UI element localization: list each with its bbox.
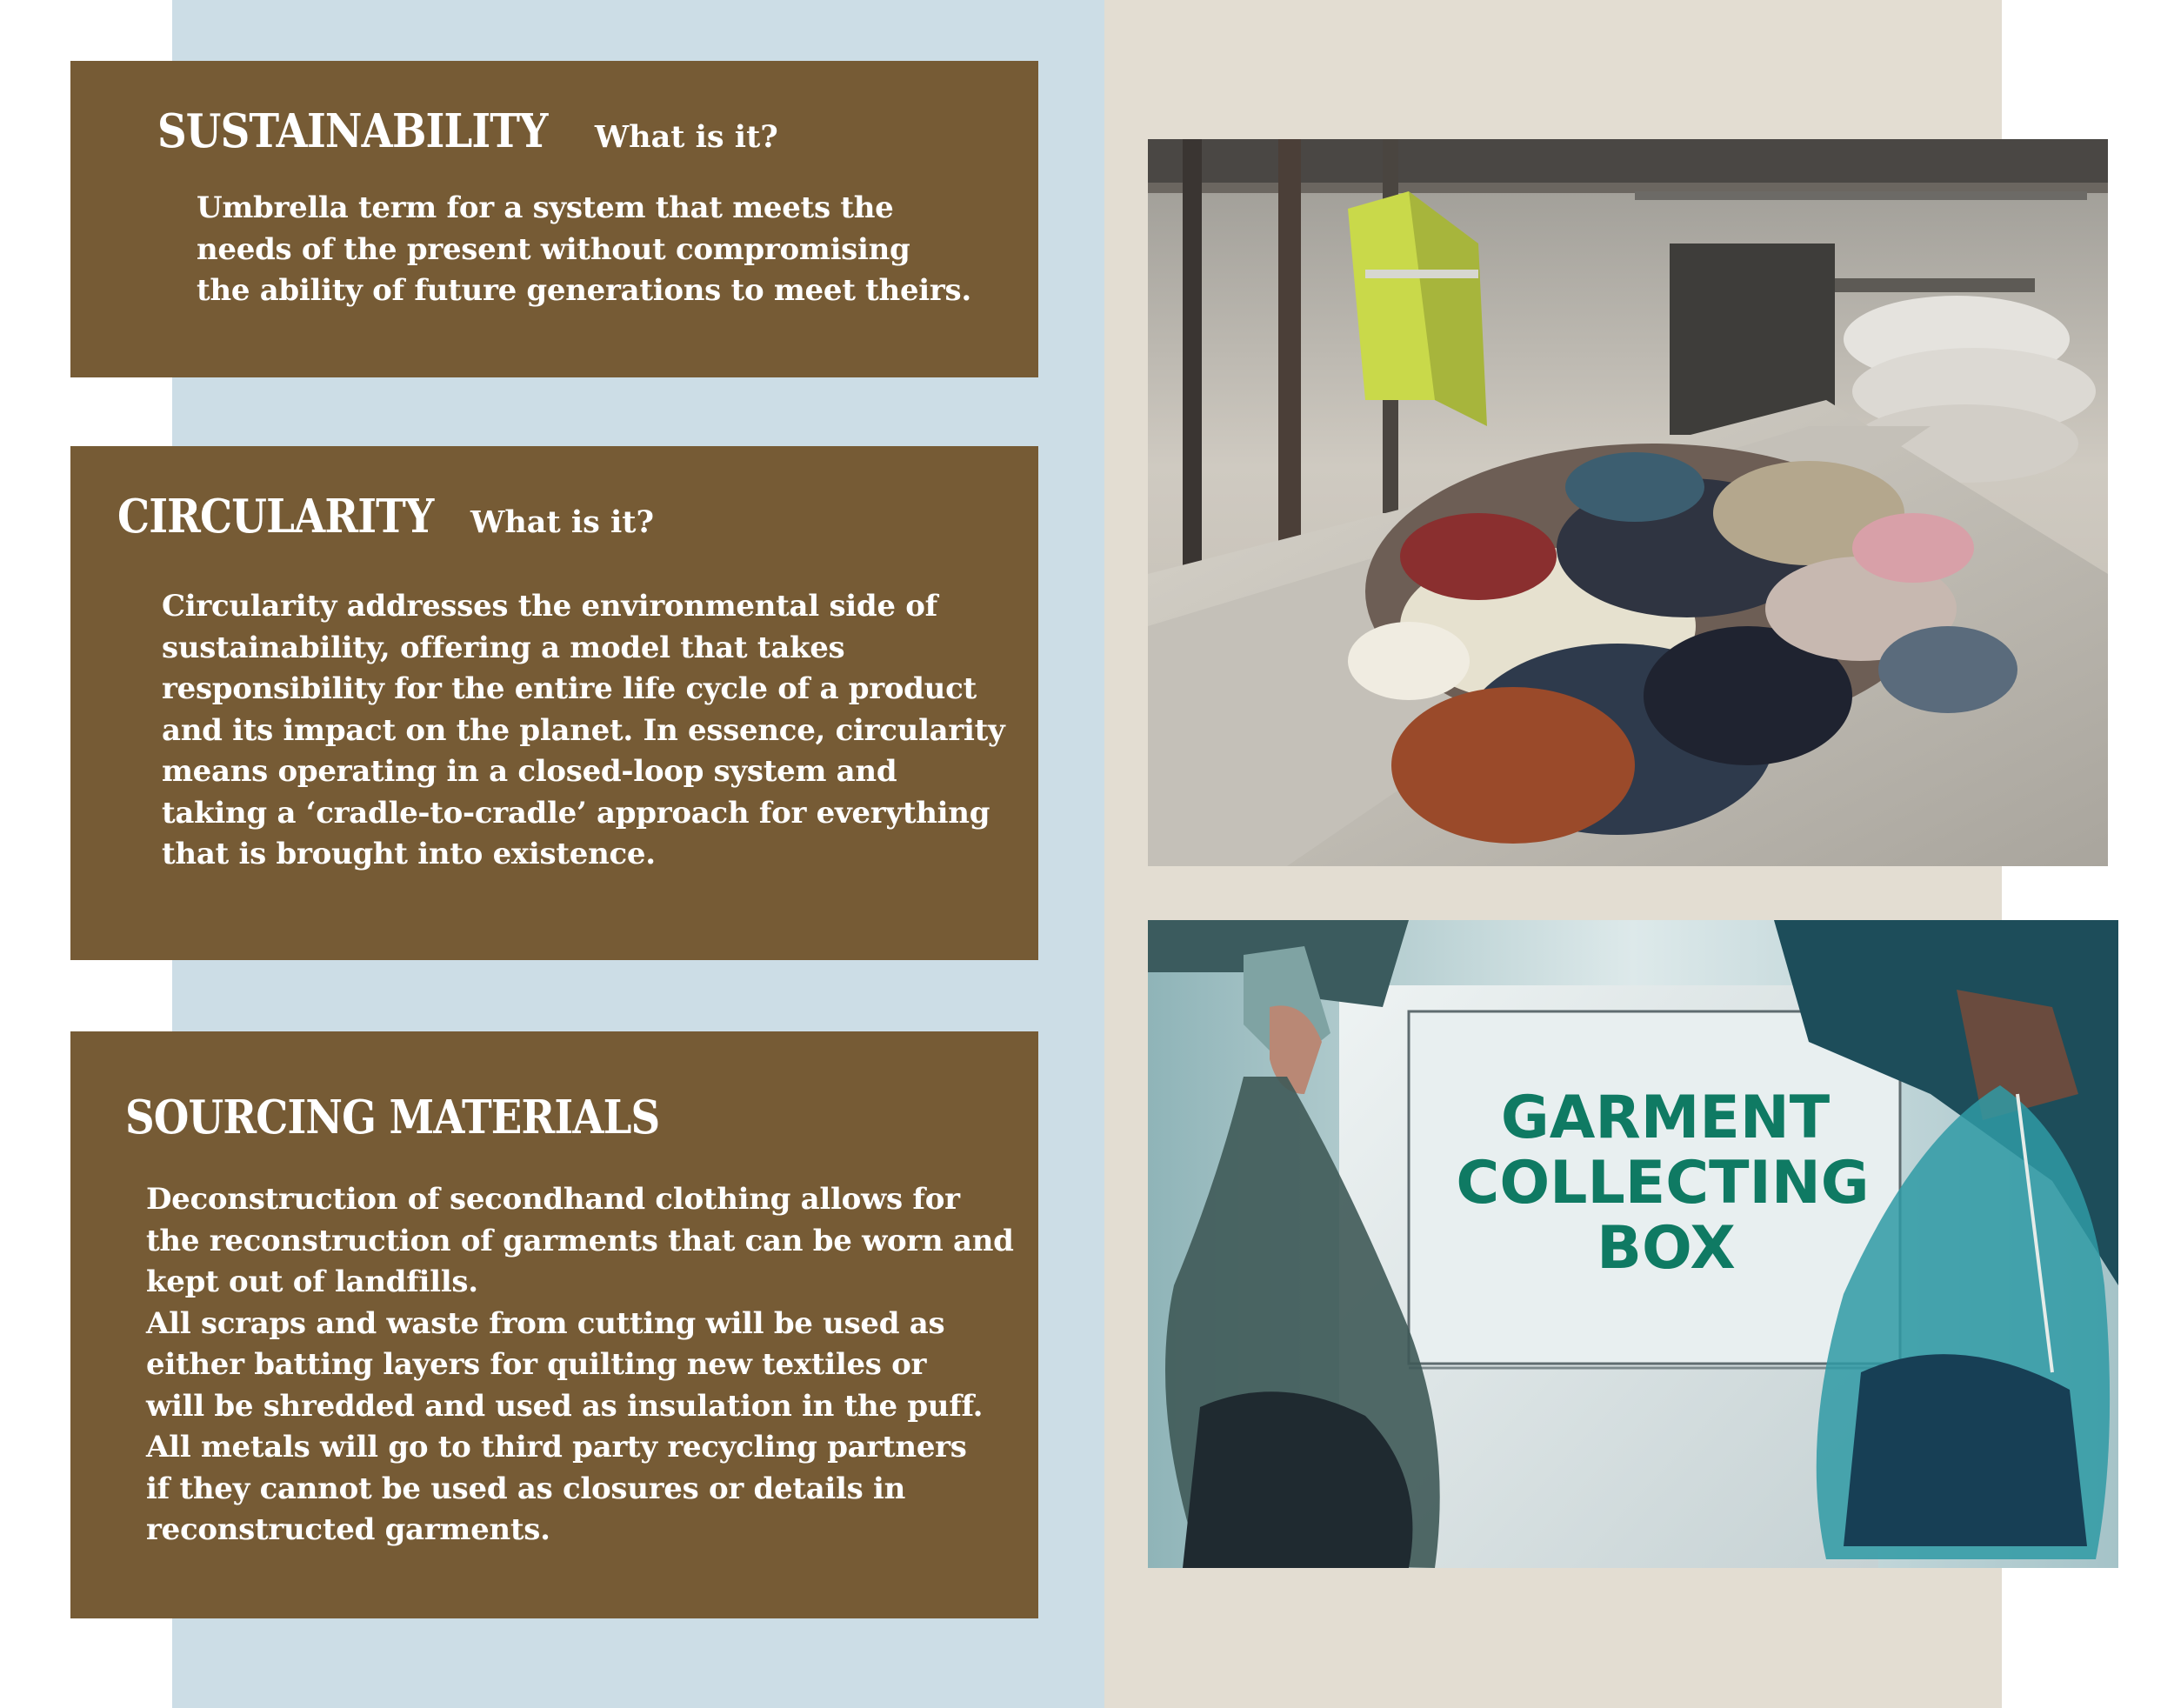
sustainability-body: Umbrella term for a system that meets the needs of the present without compromising the ability of future generations to meet theirs. <box>197 190 971 308</box>
sign-line-2: COLLECTING <box>1456 1149 1870 1218</box>
garment-collecting-box-photo <box>1148 920 2118 1568</box>
sourcing-materials-panel <box>70 1031 1038 1618</box>
sourcing-materials-heading <box>125 1091 732 1144</box>
circularity-panel <box>70 446 1038 960</box>
circularity-title: CIRCULARITY <box>117 490 434 544</box>
sustainability-subtitle: What is it? <box>594 119 778 155</box>
sourcing-materials-title: SOURCING MATERIALS <box>125 1091 660 1144</box>
circularity-body: Circularity addresses the environmental side of sustainability, offering a model that takes responsibility for the entire life cycle of a product and its impact on the planet. In essence, circularity means operating in a closed-loop system and taking a ‘cradle-to-cradle’ approach for everything that is brought into existence. <box>162 589 1005 871</box>
sustainability-heading <box>157 104 778 158</box>
sustainability-panel <box>70 61 1038 377</box>
sourcing-materials-body: Deconstruction of secondhand clothing allows for the reconstruction of garments that can be worn and kept out of landfills. All scraps and waste from cutting will be used as either batting layers for quilting new textiles or will be shredded and used as insulation in the puff. All metals will go to third party recycling partners if they cannot be used as closures or details in reconstructed garments. <box>146 1182 1014 1547</box>
sign-line-3: BOX <box>1597 1214 1736 1283</box>
sign-line-1: GARMENT <box>1500 1084 1831 1152</box>
circularity-subtitle: What is it? <box>470 504 654 540</box>
circularity-heading <box>117 490 654 544</box>
sustainability-title: SUSTAINABILITY <box>157 104 548 158</box>
recycling-conveyor-photo <box>1148 139 2108 866</box>
